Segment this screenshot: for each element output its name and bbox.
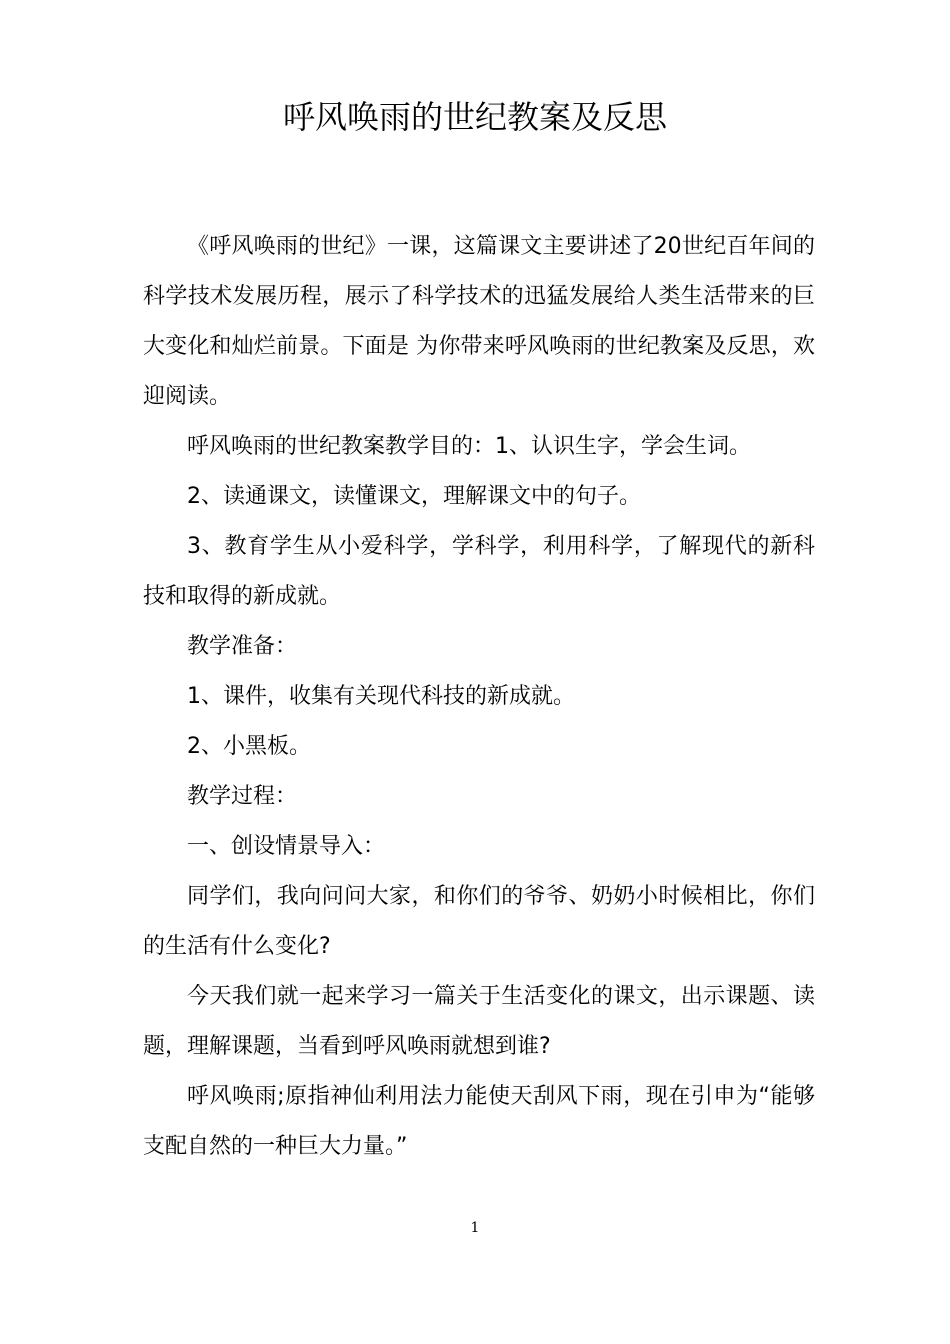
paragraph-lesson-topic: 今天我们就一起来学习一篇关于生活变化的课文，出示课题、读题，理解课题，当看到呼风唤雨就想到谁? bbox=[143, 984, 815, 1059]
document-title: 呼风唤雨的世纪教案及反思 bbox=[282, 98, 667, 136]
paragraph-objective-1: 呼风唤雨的世纪教案教学目的：1、认识生字，学会生词。 bbox=[187, 434, 751, 459]
paragraph-objective-2: 2、读通课文，读懂课文，理解课文中的句子。 bbox=[187, 484, 641, 509]
paragraph-definition: 呼风唤雨;原指神仙利用法力能使天刮风下雨，现在引申为“能够支配自然的一种巨大力量。” bbox=[143, 1084, 815, 1159]
page-number: 1 bbox=[470, 1220, 480, 1236]
paragraph-question: 同学们，我向问问大家，和你们的爷爷、奶奶小时候相比，你们的生活有什么变化? bbox=[143, 884, 815, 959]
paragraph-preparation-2: 2、小黑板。 bbox=[187, 734, 311, 759]
paragraph-preparation-1: 1、课件，收集有关现代科技的新成就。 bbox=[187, 684, 575, 709]
document-body bbox=[143, 222, 815, 1172]
heading-intro-section: 一、创设情景导入： bbox=[187, 834, 386, 859]
heading-process: 教学过程： bbox=[187, 784, 298, 809]
heading-preparation: 教学准备： bbox=[187, 634, 298, 659]
paragraph-intro: 《呼风唤雨的世纪》一课，这篇课文主要讲述了20世纪百年间的科学技术发展历程，展示了科学技术的迅猛发展给人类生活带来的巨大变化和灿烂前景。下面是 为你带来呼风唤雨的世纪教案及反思，欢迎阅读。 bbox=[143, 234, 815, 409]
paragraph-objective-3: 3、教育学生从小爱科学，学科学，利用科学，了解现代的新科技和取得的新成就。 bbox=[143, 534, 815, 609]
